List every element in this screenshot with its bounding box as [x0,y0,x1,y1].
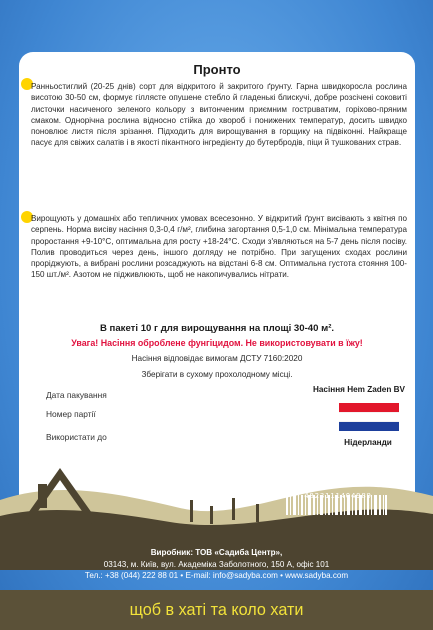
seed-supplier: Насіння Hem Zaden BV [312,385,405,394]
packet-contents: В пакеті 10 г для вирощування на площі 30-40 м². [99,323,335,334]
standard-note: Насіння відповідає вимогам ДСТУ 7160:2020 [131,354,303,363]
growing-instructions-paragraph: Вирощують у домашніх або тепличних умовах всесезонно. У відкритий ґрунт висівають з квітня по серпень. Норма висіву насіння 0,3-0,4 г/м², глибина загортання 0,5-1,0 см. Мінімальна температура проростання +9-10°С, оптимальна для росту +18-24°С. Сходи з'являються на 5-7 день після посіву. Полив проводиться через день, іншого догляду не потрібно. При загущених сходах рослини проріджують, а вибрані рослини розсаджують на відстані 6-8 см. Оптимальна густота стояння 100-150 шт./м². Азотом не підживлюють, щоб не накопичувались нітрати. [31,214,407,280]
brand-slogan: щоб в хаті та коло хати [0,590,433,630]
description-paragraph: Ранньостиглий (20-25 днів) сорт для відкритого й закритого ґрунту. Гарна швидкоросла рослина висотою 30-50 см, формує гіллясте опушене стебло й гладенькі блискучі, добре розсічені соковиті листочки насиченого зеленого кольору з витонченим приємним гострuватим, горіхово-пряним смаком. Однорічна рослина відносно стійка до хвороб і понижених температур, досить швидко поновлює листя після зрізання. Підходить для вирощування в горщику на підвіконні. Найкраще пасує для свіжих салатів і в якості пікантного інгредієнту до бутербродів, піци й тушкованих страв. [31,82,407,148]
country-of-origin: Нідерланди [344,438,392,447]
fungicide-warning: Увага! Насіння оброблене фунгіцидом. Не використовувати в їжу! [71,338,363,348]
info-card [19,52,415,512]
netherlands-flag-icon [339,403,399,431]
barcode-number: 4823111404989 [304,491,372,500]
producer-info [0,547,433,582]
use-by-label: Використати до [46,432,107,442]
producer-address: 03143, м. Київ, вул. Академіка Заболотного, 150 А, офіс 101 [103,559,330,569]
storage-note: Зберігати в сухому прохолодному місці. [141,370,293,379]
producer-name: Виробник: ТОВ «Садиба Центр», [150,548,283,557]
producer-contacts: Тел.: +38 (044) 222 88 01 • E-mail: info@sadyba.com • www.sadyba.com [84,571,349,581]
batch-number-label: Номер партії [46,409,96,419]
product-title: Пронто [193,62,241,77]
pack-date-label: Дата пакування [46,390,107,400]
